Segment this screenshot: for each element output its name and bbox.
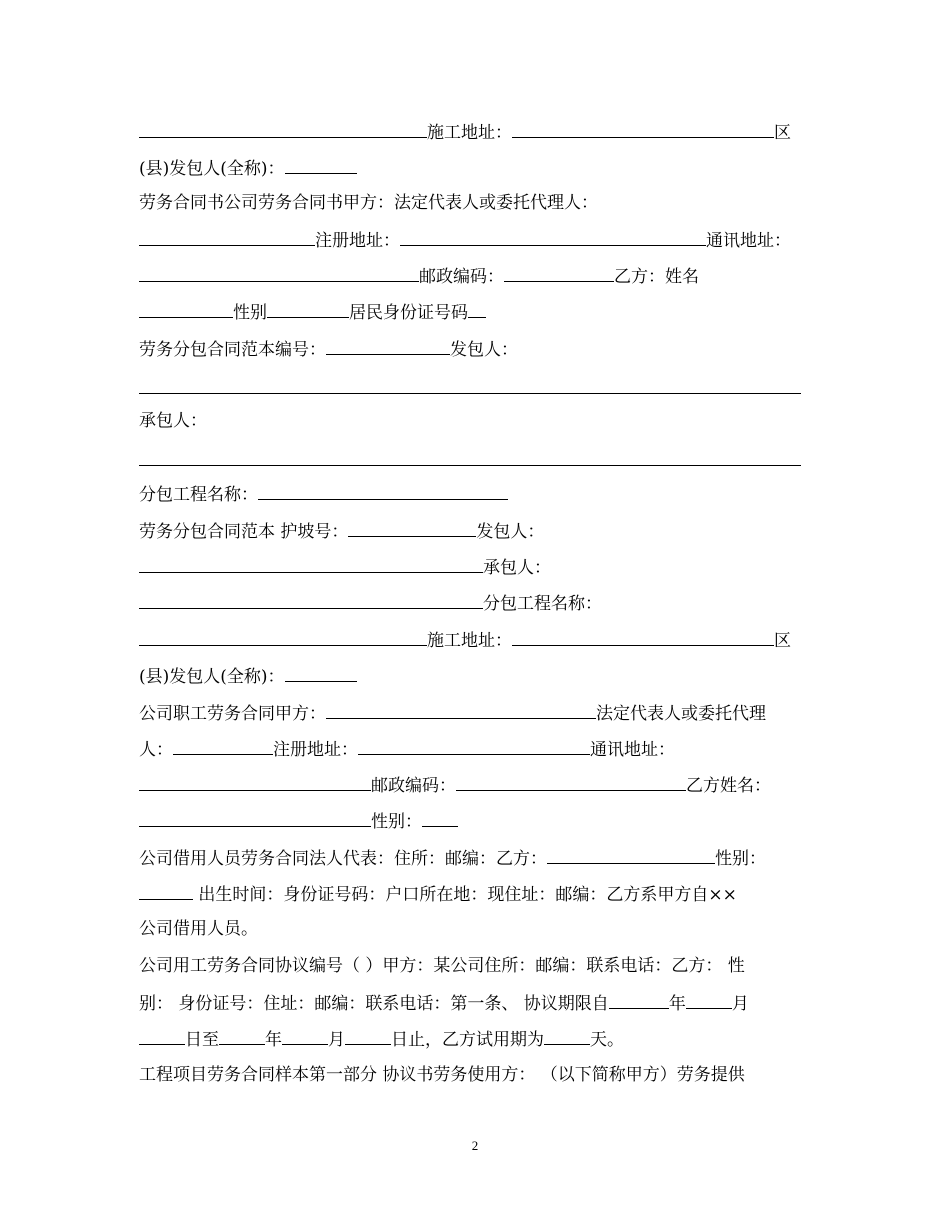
text-line-25 — [139, 1065, 801, 1087]
label-construction-address: 施工地址： — [427, 123, 512, 143]
text-line-11 — [139, 556, 801, 578]
full-width-blank — [139, 465, 801, 466]
label-postal-code: 邮政编码： — [419, 267, 504, 287]
text-line-10 — [139, 520, 801, 542]
label-borrowed-staff: 公司借用人员。 — [139, 919, 258, 939]
label-month: 月 — [328, 1030, 345, 1050]
text-line-22 — [139, 956, 801, 978]
fill-blank — [422, 810, 458, 827]
fill-blank — [468, 301, 486, 318]
fill-blank — [139, 265, 419, 282]
label-employee-contract-party-a: 公司职工劳务合同甲方： — [139, 704, 326, 724]
text-line-14 — [139, 665, 801, 687]
fill-blank — [139, 810, 371, 827]
fill-blank — [139, 1028, 185, 1045]
label-contractor-fullname: (县)发包人(全称)： — [139, 159, 285, 179]
fill-blank — [219, 1028, 265, 1045]
fill-blank — [512, 121, 774, 138]
fill-blank — [326, 338, 450, 355]
label-subcontract-number: 劳务分包合同范本编号： — [139, 340, 326, 360]
label-mailing-address: 通讯地址： — [590, 740, 675, 760]
fill-blank — [686, 992, 732, 1009]
label-district: 区 — [774, 631, 791, 651]
text-line-2 — [139, 157, 801, 179]
full-width-blank — [139, 393, 801, 394]
fill-blank — [139, 883, 193, 900]
text-line-19 — [139, 847, 801, 869]
fill-blank — [139, 121, 427, 138]
text-line-8 — [139, 411, 801, 433]
text-line-17 — [139, 774, 801, 796]
label-month: 月 — [731, 994, 749, 1014]
fill-blank — [400, 229, 706, 246]
label-gender: 性别： — [715, 849, 766, 869]
text-line-12 — [139, 592, 801, 614]
fill-blank — [326, 702, 596, 719]
text-line-3 — [139, 193, 801, 215]
label-day-to: 日至 — [185, 1030, 219, 1050]
label-person: 人： — [139, 740, 173, 760]
label-year: 年 — [668, 994, 686, 1014]
text-line-23 — [139, 992, 801, 1014]
fill-blank — [358, 738, 590, 755]
label-contractor-fullname: (县)发包人(全称)： — [139, 667, 285, 687]
label-postal-code: 邮政编码： — [371, 776, 456, 796]
label-probation-period: 日止，乙方试用期为 — [391, 1030, 544, 1050]
fill-blank — [173, 738, 273, 755]
fill-blank — [139, 229, 315, 246]
label-year: 年 — [265, 1030, 282, 1050]
fill-blank — [456, 774, 686, 791]
fill-blank — [139, 774, 371, 791]
label-party-a-representative: 劳务合同书公司劳务合同书甲方：法定代表人或委托代理人： — [139, 193, 598, 213]
fill-blank — [512, 629, 774, 646]
label-subproject-name: 分包工程名称： — [139, 485, 258, 505]
label-agreement-term: 别： 身份证号：住址：邮编：联系电话：第一条、 协议期限自 — [139, 994, 609, 1014]
text-line-5 — [139, 265, 801, 287]
text-line-7 — [139, 338, 801, 360]
text-line-15 — [139, 702, 801, 724]
label-registered-address: 注册地址： — [273, 740, 358, 760]
text-line-6 — [139, 301, 801, 323]
label-days: 天。 — [590, 1030, 624, 1050]
label-legal-representative: 法定代表人或委托代理 — [596, 704, 766, 724]
label-subproject-name: 分包工程名称： — [483, 594, 602, 614]
fill-blank — [348, 520, 476, 537]
label-party-b-name: 乙方：姓名 — [614, 267, 699, 287]
text-line-1 — [139, 121, 801, 143]
label-gender: 性别： — [371, 812, 422, 832]
text-line-9 — [139, 483, 801, 505]
fill-blank — [139, 556, 483, 573]
label-employer: 发包人： — [450, 340, 518, 360]
text-line-20 — [139, 883, 801, 905]
fill-blank — [139, 629, 427, 646]
text-line-18 — [139, 810, 801, 832]
text-line-4 — [139, 229, 801, 251]
label-gender: 性别 — [233, 303, 267, 323]
label-borrowed-staff-contract: 公司借用人员劳务合同法人代表：住所：邮编：乙方： — [139, 849, 547, 869]
text-line-24 — [139, 1028, 801, 1050]
fill-blank — [609, 992, 669, 1009]
label-employment-agreement: 公司用工劳务合同协议编号（ ）甲方：某公司住所：邮编：联系电话：乙方： 性 — [139, 956, 745, 976]
label-registered-address: 注册地址： — [315, 231, 400, 251]
label-district: 区 — [774, 123, 791, 143]
label-id-number: 居民身份证号码 — [349, 303, 468, 323]
label-contractor: 承包人： — [483, 558, 551, 578]
fill-blank — [285, 665, 357, 682]
label-birth-id-residence: 出生时间：身份证号码：户口所在地：现住址：邮编：乙方系甲方自×× — [198, 885, 737, 905]
text-line-16 — [139, 738, 801, 760]
page-number: 2 — [471, 1138, 479, 1153]
fill-blank — [267, 301, 349, 318]
fill-blank — [258, 483, 508, 500]
fill-blank — [547, 847, 715, 864]
fill-blank — [544, 1028, 590, 1045]
label-party-b-name: 乙方姓名： — [686, 776, 771, 796]
text-line-21 — [139, 919, 801, 941]
fill-blank — [285, 157, 357, 174]
fill-blank — [504, 265, 614, 282]
fill-blank — [282, 1028, 328, 1045]
label-slope-number: 劳务分包合同范本 护坡号： — [139, 522, 349, 542]
text-line-13 — [139, 629, 801, 651]
label-contractor: 承包人： — [139, 411, 207, 431]
fill-blank — [139, 592, 483, 609]
label-project-labor-contract: 工程项目劳务合同样本第一部分 协议书劳务使用方： （以下简称甲方）劳务提供 — [139, 1065, 745, 1085]
label-mailing-address: 通讯地址： — [706, 231, 791, 251]
fill-blank — [345, 1028, 391, 1045]
label-employer: 发包人： — [476, 522, 545, 542]
fill-blank — [139, 301, 233, 318]
label-construction-address: 施工地址： — [427, 631, 512, 651]
